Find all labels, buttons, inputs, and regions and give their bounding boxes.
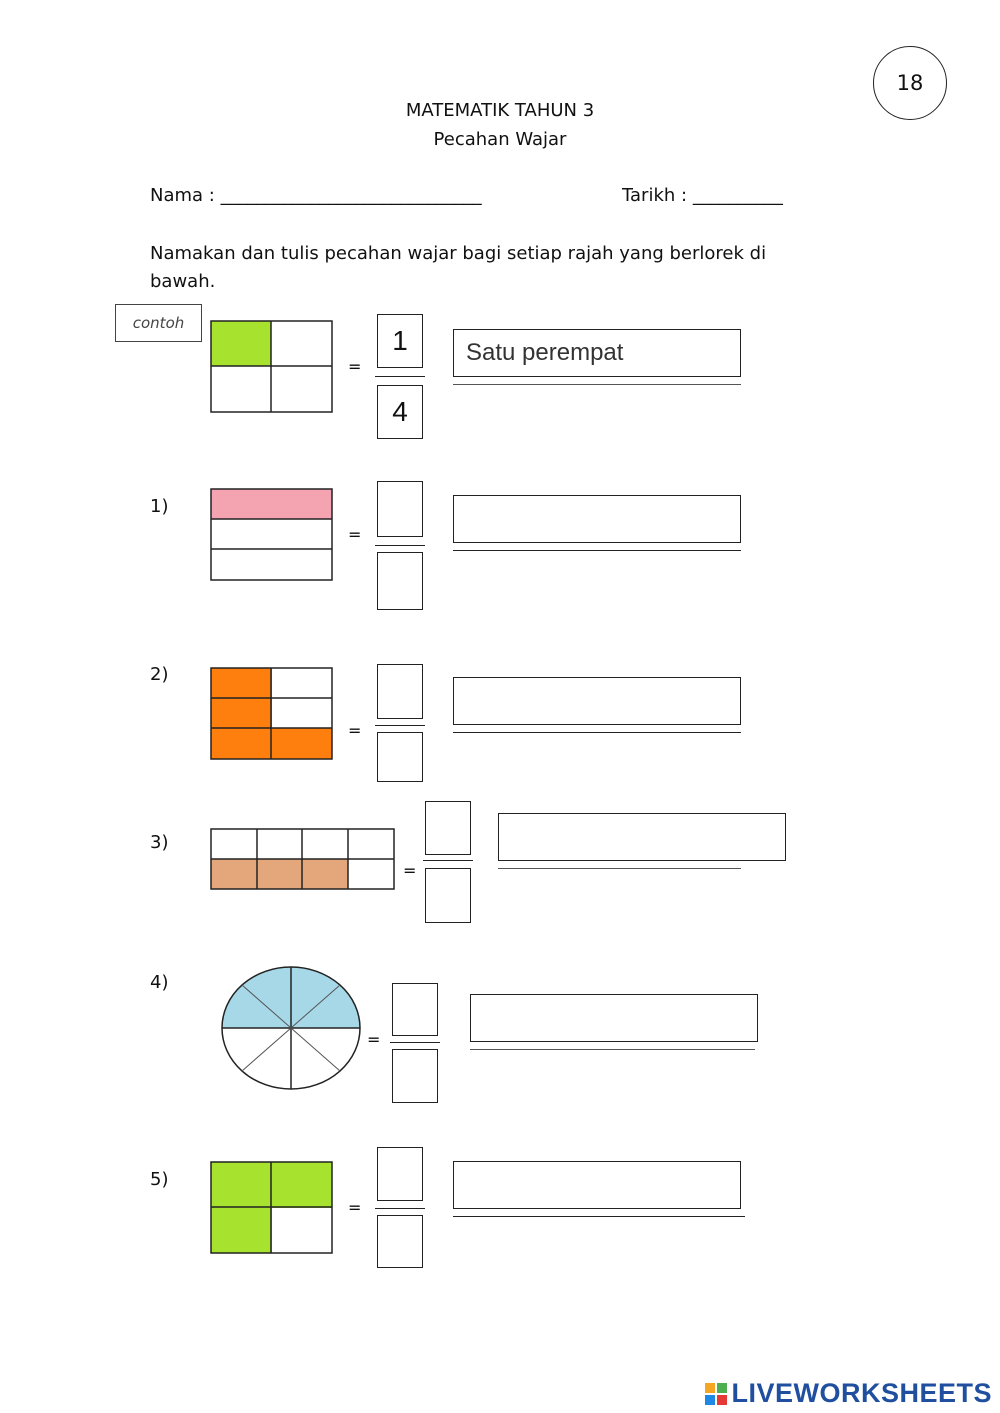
question-4-equals: = <box>367 1030 381 1049</box>
example-shaded-cell <box>211 321 271 366</box>
example-answer-line <box>453 384 741 385</box>
question-1-equals: = <box>348 525 362 544</box>
question-3-answer-box[interactable] <box>498 813 786 861</box>
question-5-label: 5) <box>150 1169 169 1190</box>
question-5-answer-line <box>453 1216 745 1217</box>
page-number: 18 <box>873 46 947 120</box>
question-2-answer-line <box>453 732 741 733</box>
question-3-fraction-bar <box>423 860 473 861</box>
q2-shaded-left-column <box>211 668 272 759</box>
question-2-shape <box>210 667 334 761</box>
liveworksheets-logo-icon <box>705 1383 727 1405</box>
example-shape <box>210 320 334 414</box>
date-blank[interactable]: __________ <box>692 185 783 206</box>
question-4-fraction-bar <box>390 1042 440 1043</box>
question-2-answer-box[interactable] <box>453 677 741 725</box>
question-1-numerator-box[interactable] <box>377 481 423 537</box>
question-5-equals: = <box>348 1198 362 1217</box>
question-3-numerator-box[interactable] <box>425 801 471 855</box>
question-1-answer-line <box>453 550 741 551</box>
example-equals: = <box>348 357 362 376</box>
question-1-answer-box[interactable] <box>453 495 741 543</box>
question-4-shape <box>220 966 362 1090</box>
liveworksheets-logo[interactable] <box>705 1378 992 1409</box>
question-4-numerator-box[interactable] <box>392 983 438 1036</box>
question-2-numerator-box[interactable] <box>377 664 423 719</box>
question-2-label: 2) <box>150 664 169 685</box>
name-blank[interactable]: _____________________________ <box>220 185 482 206</box>
q1-shaded-strip <box>211 489 332 519</box>
question-5-answer-box[interactable] <box>453 1161 741 1209</box>
q3-shaded-cells <box>211 859 348 889</box>
question-5-numerator-box[interactable] <box>377 1147 423 1201</box>
question-2-denominator-box[interactable] <box>377 732 423 782</box>
question-4-denominator-box[interactable] <box>392 1049 438 1103</box>
question-1-label: 1) <box>150 496 169 517</box>
worksheet-title: MATEMATIK TAHUN 3 <box>405 100 595 121</box>
name-field[interactable] <box>150 185 482 206</box>
name-label: Nama : <box>150 185 215 206</box>
question-4-answer-box[interactable] <box>470 994 758 1042</box>
question-2-equals: = <box>348 721 362 740</box>
instruction-text: Namakan dan tulis pecahan wajar bagi setiap rajah yang berlorek di bawah. <box>150 243 767 292</box>
question-4-label: 4) <box>150 972 169 993</box>
date-field[interactable] <box>622 185 783 206</box>
q2-shaded-bottom-right <box>271 728 332 759</box>
example-answer-box[interactable]: Satu perempat <box>453 329 741 377</box>
question-3-equals: = <box>403 861 417 880</box>
question-1-denominator-box[interactable] <box>377 552 423 610</box>
worksheet-subtitle: Pecahan Wajar <box>433 129 567 150</box>
question-5-fraction-bar <box>375 1208 425 1209</box>
question-3-label: 3) <box>150 832 169 853</box>
question-3-denominator-box[interactable] <box>425 868 471 923</box>
example-denominator-box[interactable]: 4 <box>377 385 423 439</box>
liveworksheets-brand-text: LIVEWORKSHEETS <box>731 1378 992 1408</box>
question-2-fraction-bar <box>375 725 425 726</box>
question-4-answer-line <box>470 1049 755 1050</box>
example-numerator-box[interactable]: 1 <box>377 314 423 368</box>
question-1-shape <box>210 488 334 582</box>
example-tag: contoh <box>115 304 202 342</box>
q5-shaded-bottom-left <box>211 1207 272 1253</box>
date-label: Tarikh : <box>622 185 688 206</box>
example-fraction-bar <box>375 376 425 377</box>
question-5-shape <box>210 1161 334 1255</box>
question-1-fraction-bar <box>375 545 425 546</box>
question-3-answer-line <box>498 868 741 869</box>
question-5-denominator-box[interactable] <box>377 1215 423 1268</box>
question-3-shape <box>210 828 396 892</box>
